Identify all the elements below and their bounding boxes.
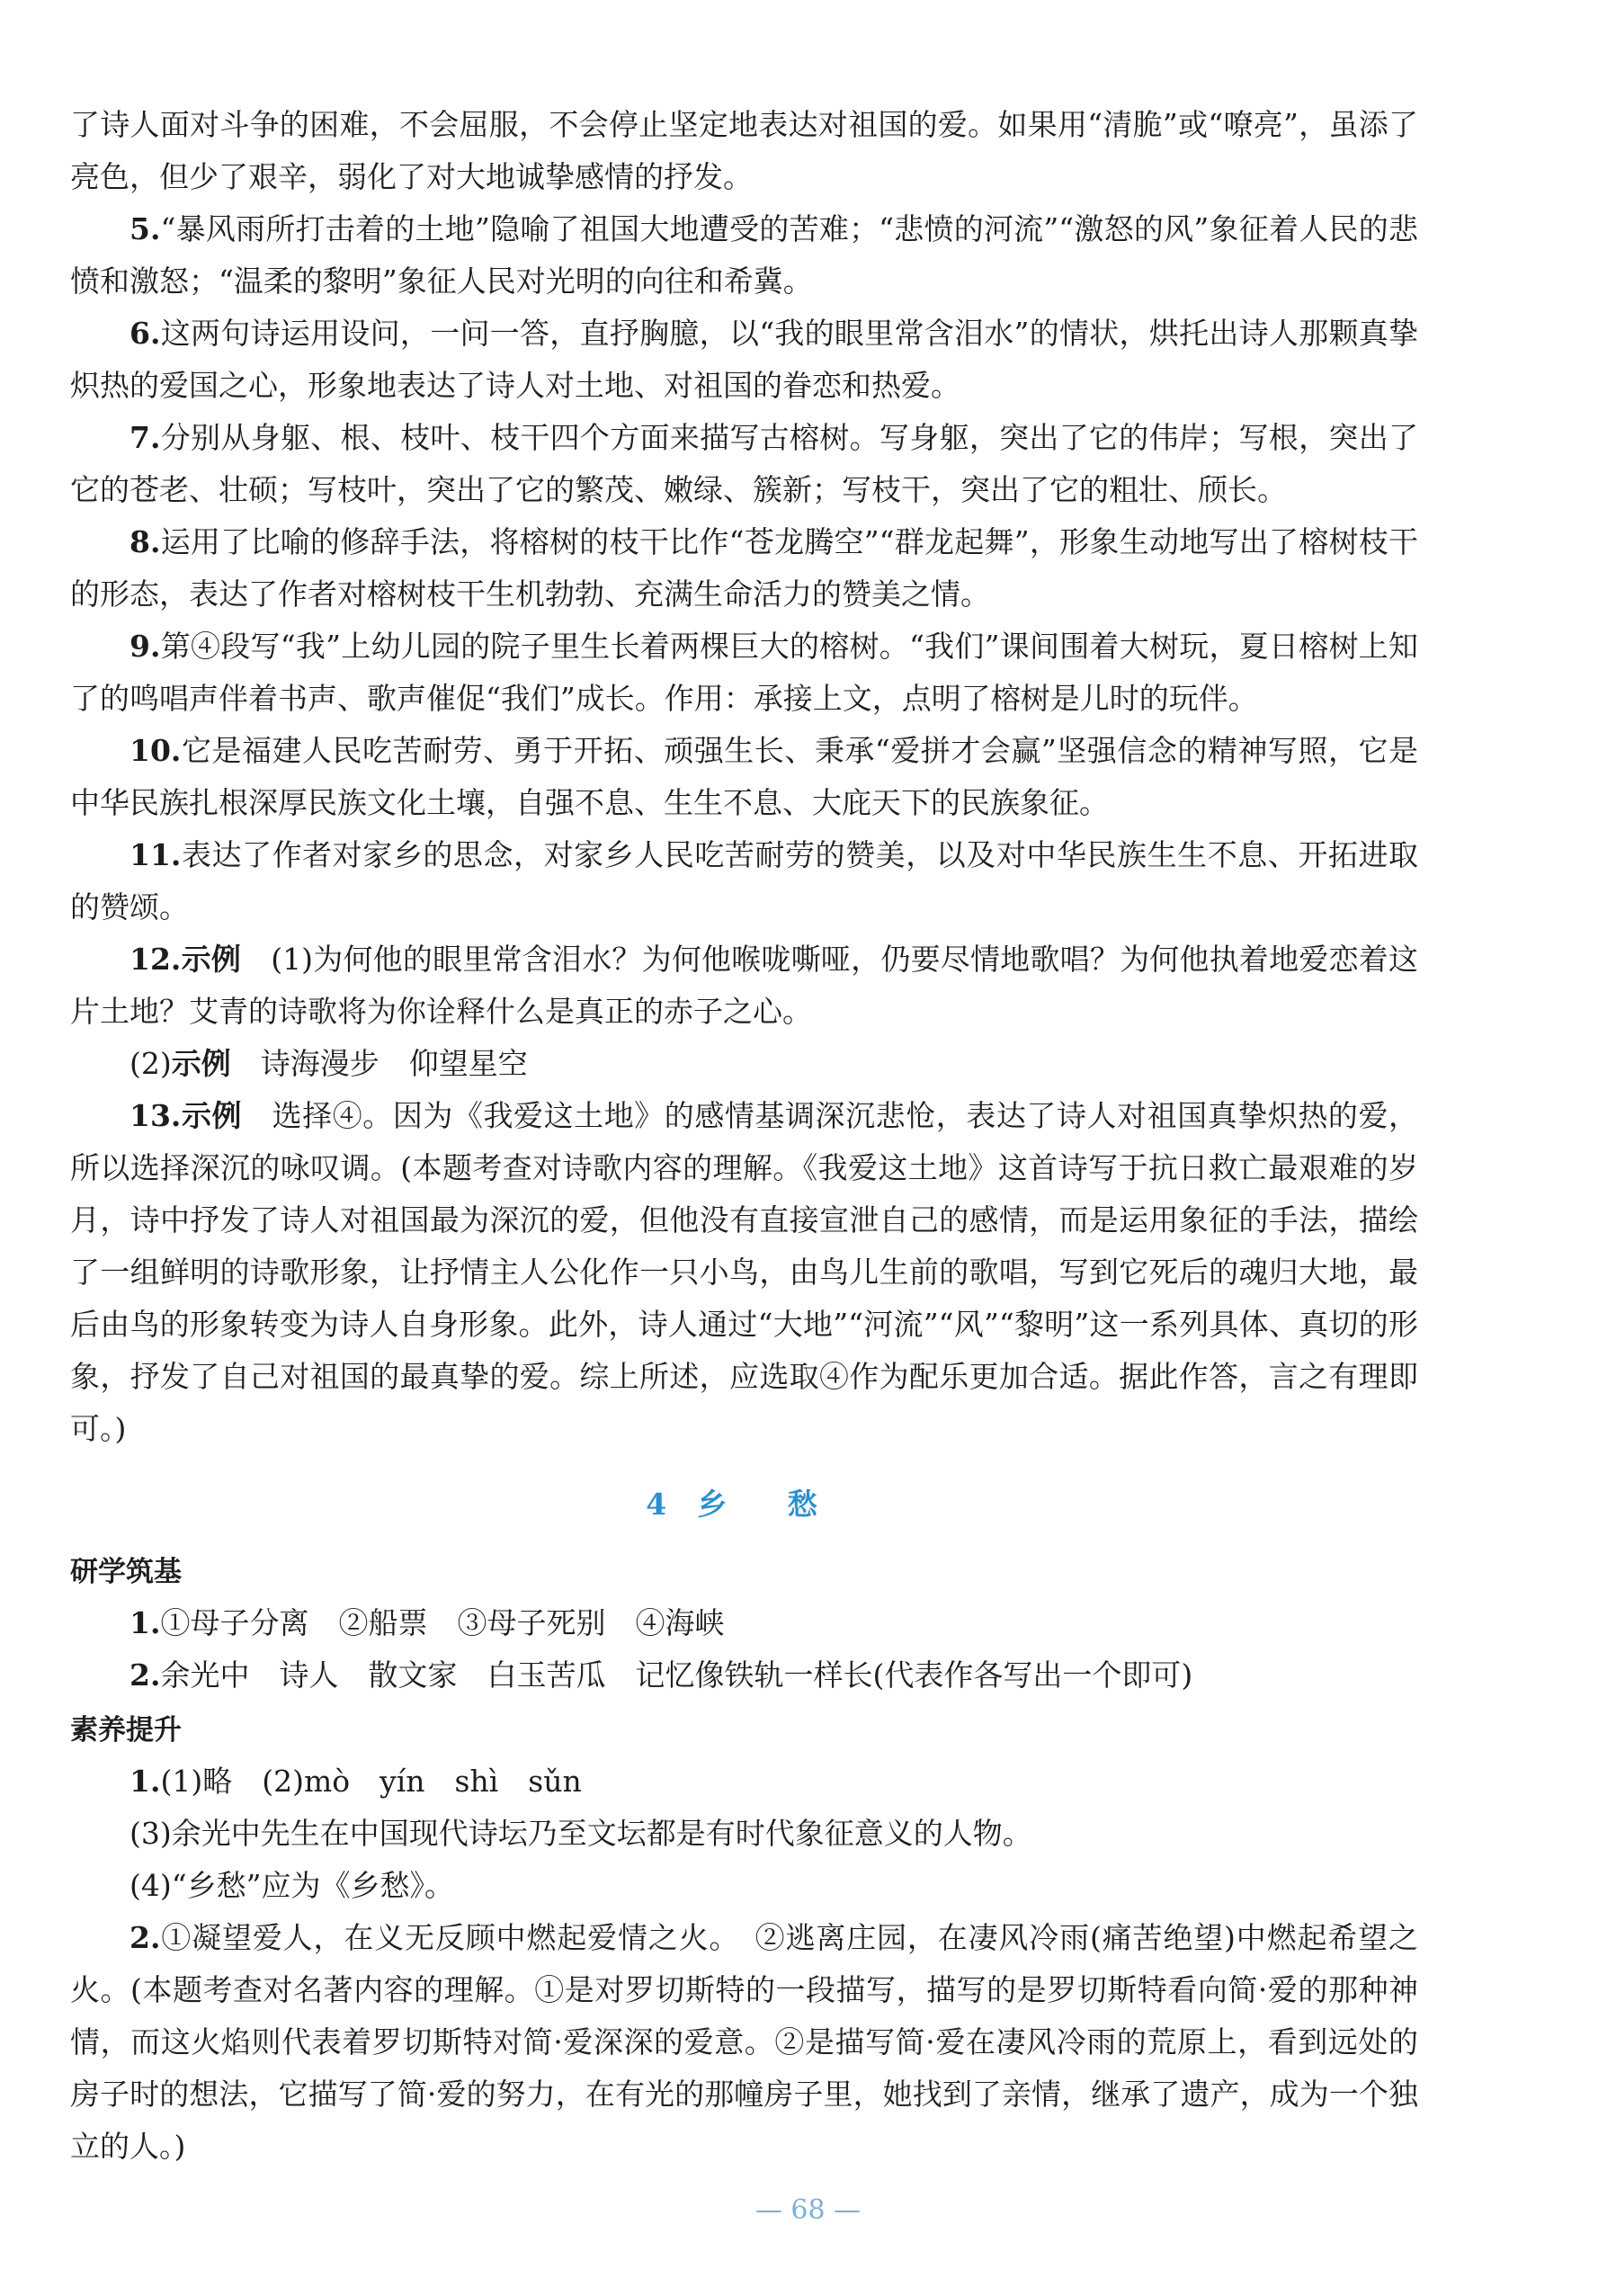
answer-number: 8. — [129, 524, 161, 559]
section-number: 4 — [646, 1487, 698, 1522]
answer-12 — [70, 934, 1418, 1038]
answer-11 — [70, 829, 1418, 934]
part-heading: 素养提升 — [70, 1714, 182, 1747]
answer-text: 余光中 诗人 散文家 白玉苦瓜 记忆像铁轨一样长(代表作各写出一个即可) — [160, 1657, 1193, 1693]
part2-item-2 — [70, 1912, 1418, 2173]
answer-text: ①母子分离 ②船票 ③母子死别 ④海峡 — [160, 1605, 725, 1640]
answer-text: (1)略 (2)mò yín shì sǔn — [160, 1764, 582, 1799]
part2-item-1-line3: (4)“乡愁”应为《乡愁》。 — [129, 1868, 454, 1903]
answer-number: 12. — [129, 942, 182, 977]
answer-number: 6. — [129, 316, 161, 351]
answer-number: 1. — [129, 1605, 161, 1640]
page-number: — 68 — — [754, 2194, 862, 2226]
answer-text: 选择④。因为《我爱这土地》的感情基调深沉悲怆，表达了诗人对祖国真挚炽热的爱，所以选择深沉的咏叹调。(本题考查对诗歌内容的理解。《我爱这土地》这首诗写于抗日救亡最艰难的岁月，诗中抒发了诗人对祖国最为深沉的爱，但他没有直接宣泄自己的感情，而是运用象征的手法，描绘了一组鲜明的诗歌形象，让抒情主人公化作一只小鸟，由鸟儿生前的歌唱，写到它死后的魂归大地，最后由鸟的形象转变为诗人自身形象。此外，诗人通过“大地”“河流”“风”“黎明”这一系列具体、真切的形象，抒发了自己对祖国的最真挚的爱。综上所述，应选取④作为配乐更加合适。据此作答，言之有理即可。) — [70, 1098, 1419, 1446]
part-heading: 研学筑基 — [70, 1556, 182, 1588]
answer-text: 第④段写“我”上幼儿园的院子里生长着两棵巨大的榕树。“我们”课间围着大树玩，夏日榕树上知了的鸣唱声伴着书声、歌声催促“我们”成长。作用：承接上文，点明了榕树是儿时的玩伴。 — [70, 629, 1418, 716]
answer-number: 5. — [129, 211, 161, 246]
answer-text: “暴风雨所打击着的土地”隐喻了祖国大地遭受的苦难；“悲愤的河流”“激怒的风”象征着人民的悲愤和激怒；“温柔的黎明”象征人民对光明的向往和希冀。 — [70, 211, 1418, 299]
section-title — [70, 1479, 1418, 1531]
part1-item-2 — [70, 1649, 1418, 1702]
answer-text: ①凝望爱人，在义无反顾中燃起爱情之火。 ②逃离庄园，在凄风冷雨(痛苦绝望)中燃起希望之火。(本题考查对名著内容的理解。①是对罗切斯特的一段描写，描写的是罗切斯特看向简·爱的那种神情，而这火焰则代表着罗切斯特对简·爱深深的爱意。②是描写简·爱在凄风冷雨的荒原上，看到远处的房子时的想法，它描写了简·爱的努力，在有光的那幢房子里，她找到了亲情，继承了遗产，成为一个独立的人。) — [70, 1920, 1418, 2164]
answer-5 — [70, 203, 1418, 308]
answer-13 — [70, 1090, 1418, 1455]
answer-12-part2 — [70, 1038, 1418, 1090]
answer-number: 10. — [129, 733, 182, 768]
part-prefix: (2) — [129, 1046, 172, 1081]
answer-text: 表达了作者对家乡的思念，对家乡人民吃苦耐劳的赞美，以及对中华民族生生不息、开拓进取的赞颂。 — [70, 837, 1418, 925]
answer-number: 2. — [129, 1657, 161, 1693]
answer-text: 分别从身躯、根、枝叶、枝干四个方面来描写古榕树。写身躯，突出了它的伟岸；写根，突出了它的苍老、壮硕；写枝叶，突出了它的繁茂、嫩绿、簇新；写枝干，突出了它的粗壮、颀长。 — [70, 420, 1418, 507]
answer-number: 7. — [129, 420, 161, 455]
continued-paragraph: 了诗人面对斗争的困难，不会屈服，不会停止坚定地表达对祖国的爱。如果用“清脆”或“嘹亮”，虽添了亮色，但少了艰辛，弱化了对大地诚挚感情的抒发。 — [70, 107, 1418, 194]
part2-item-1-line2: (3)余光中先生在中国现代诗坛乃至文坛都是有时代象征意义的人物。 — [129, 1816, 1032, 1851]
answer-7 — [70, 412, 1418, 516]
answer-8 — [70, 516, 1418, 621]
example-tag: 示例 — [181, 1098, 243, 1133]
answer-6 — [70, 308, 1418, 412]
answer-number: 9. — [129, 629, 161, 664]
answer-text: (1)为何他的眼里常含泪水？为何他喉咙嘶哑，仍要尽情地歌唱？为何他执着地爱恋着这片土地？艾青的诗歌将为你诠释什么是真正的赤子之心。 — [70, 942, 1419, 1029]
answer-text: 它是福建人民吃苦耐劳、勇于开拓、顽强生长、秉承“爱拼才会赢”坚强信念的精神写照，它是中华民族扎根深厚民族文化土壤，自强不息、生生不息、大庇天下的民族象征。 — [70, 733, 1418, 820]
part1-item-1 — [70, 1597, 1418, 1649]
section-name: 乡 愁 — [697, 1487, 843, 1522]
answer-number: 13. — [129, 1098, 182, 1133]
answer-text: 运用了比喻的修辞手法，将榕树的枝干比作“苍龙腾空”“群龙起舞”，形象生动地写出了榕树枝干的形态，表达了作者对榕树枝干生机勃勃、充满生命活力的赞美之情。 — [70, 524, 1418, 612]
answer-9 — [70, 621, 1418, 725]
example-tag: 示例 — [181, 942, 242, 977]
answer-text: 诗海漫步 仰望星空 — [260, 1046, 528, 1081]
answer-number: 11. — [129, 837, 182, 872]
answer-number: 1. — [129, 1764, 161, 1799]
answer-10 — [70, 725, 1418, 829]
answer-text: 这两句诗运用设问，一问一答，直抒胸臆，以“我的眼里常含泪水”的情状，烘托出诗人那颗真挚炽热的爱国之心，形象地表达了诗人对土地、对祖国的眷恋和热爱。 — [70, 316, 1418, 403]
answer-number: 2. — [129, 1920, 161, 1955]
example-tag: 示例 — [171, 1046, 231, 1081]
part2-item-1 — [70, 1756, 1418, 1808]
